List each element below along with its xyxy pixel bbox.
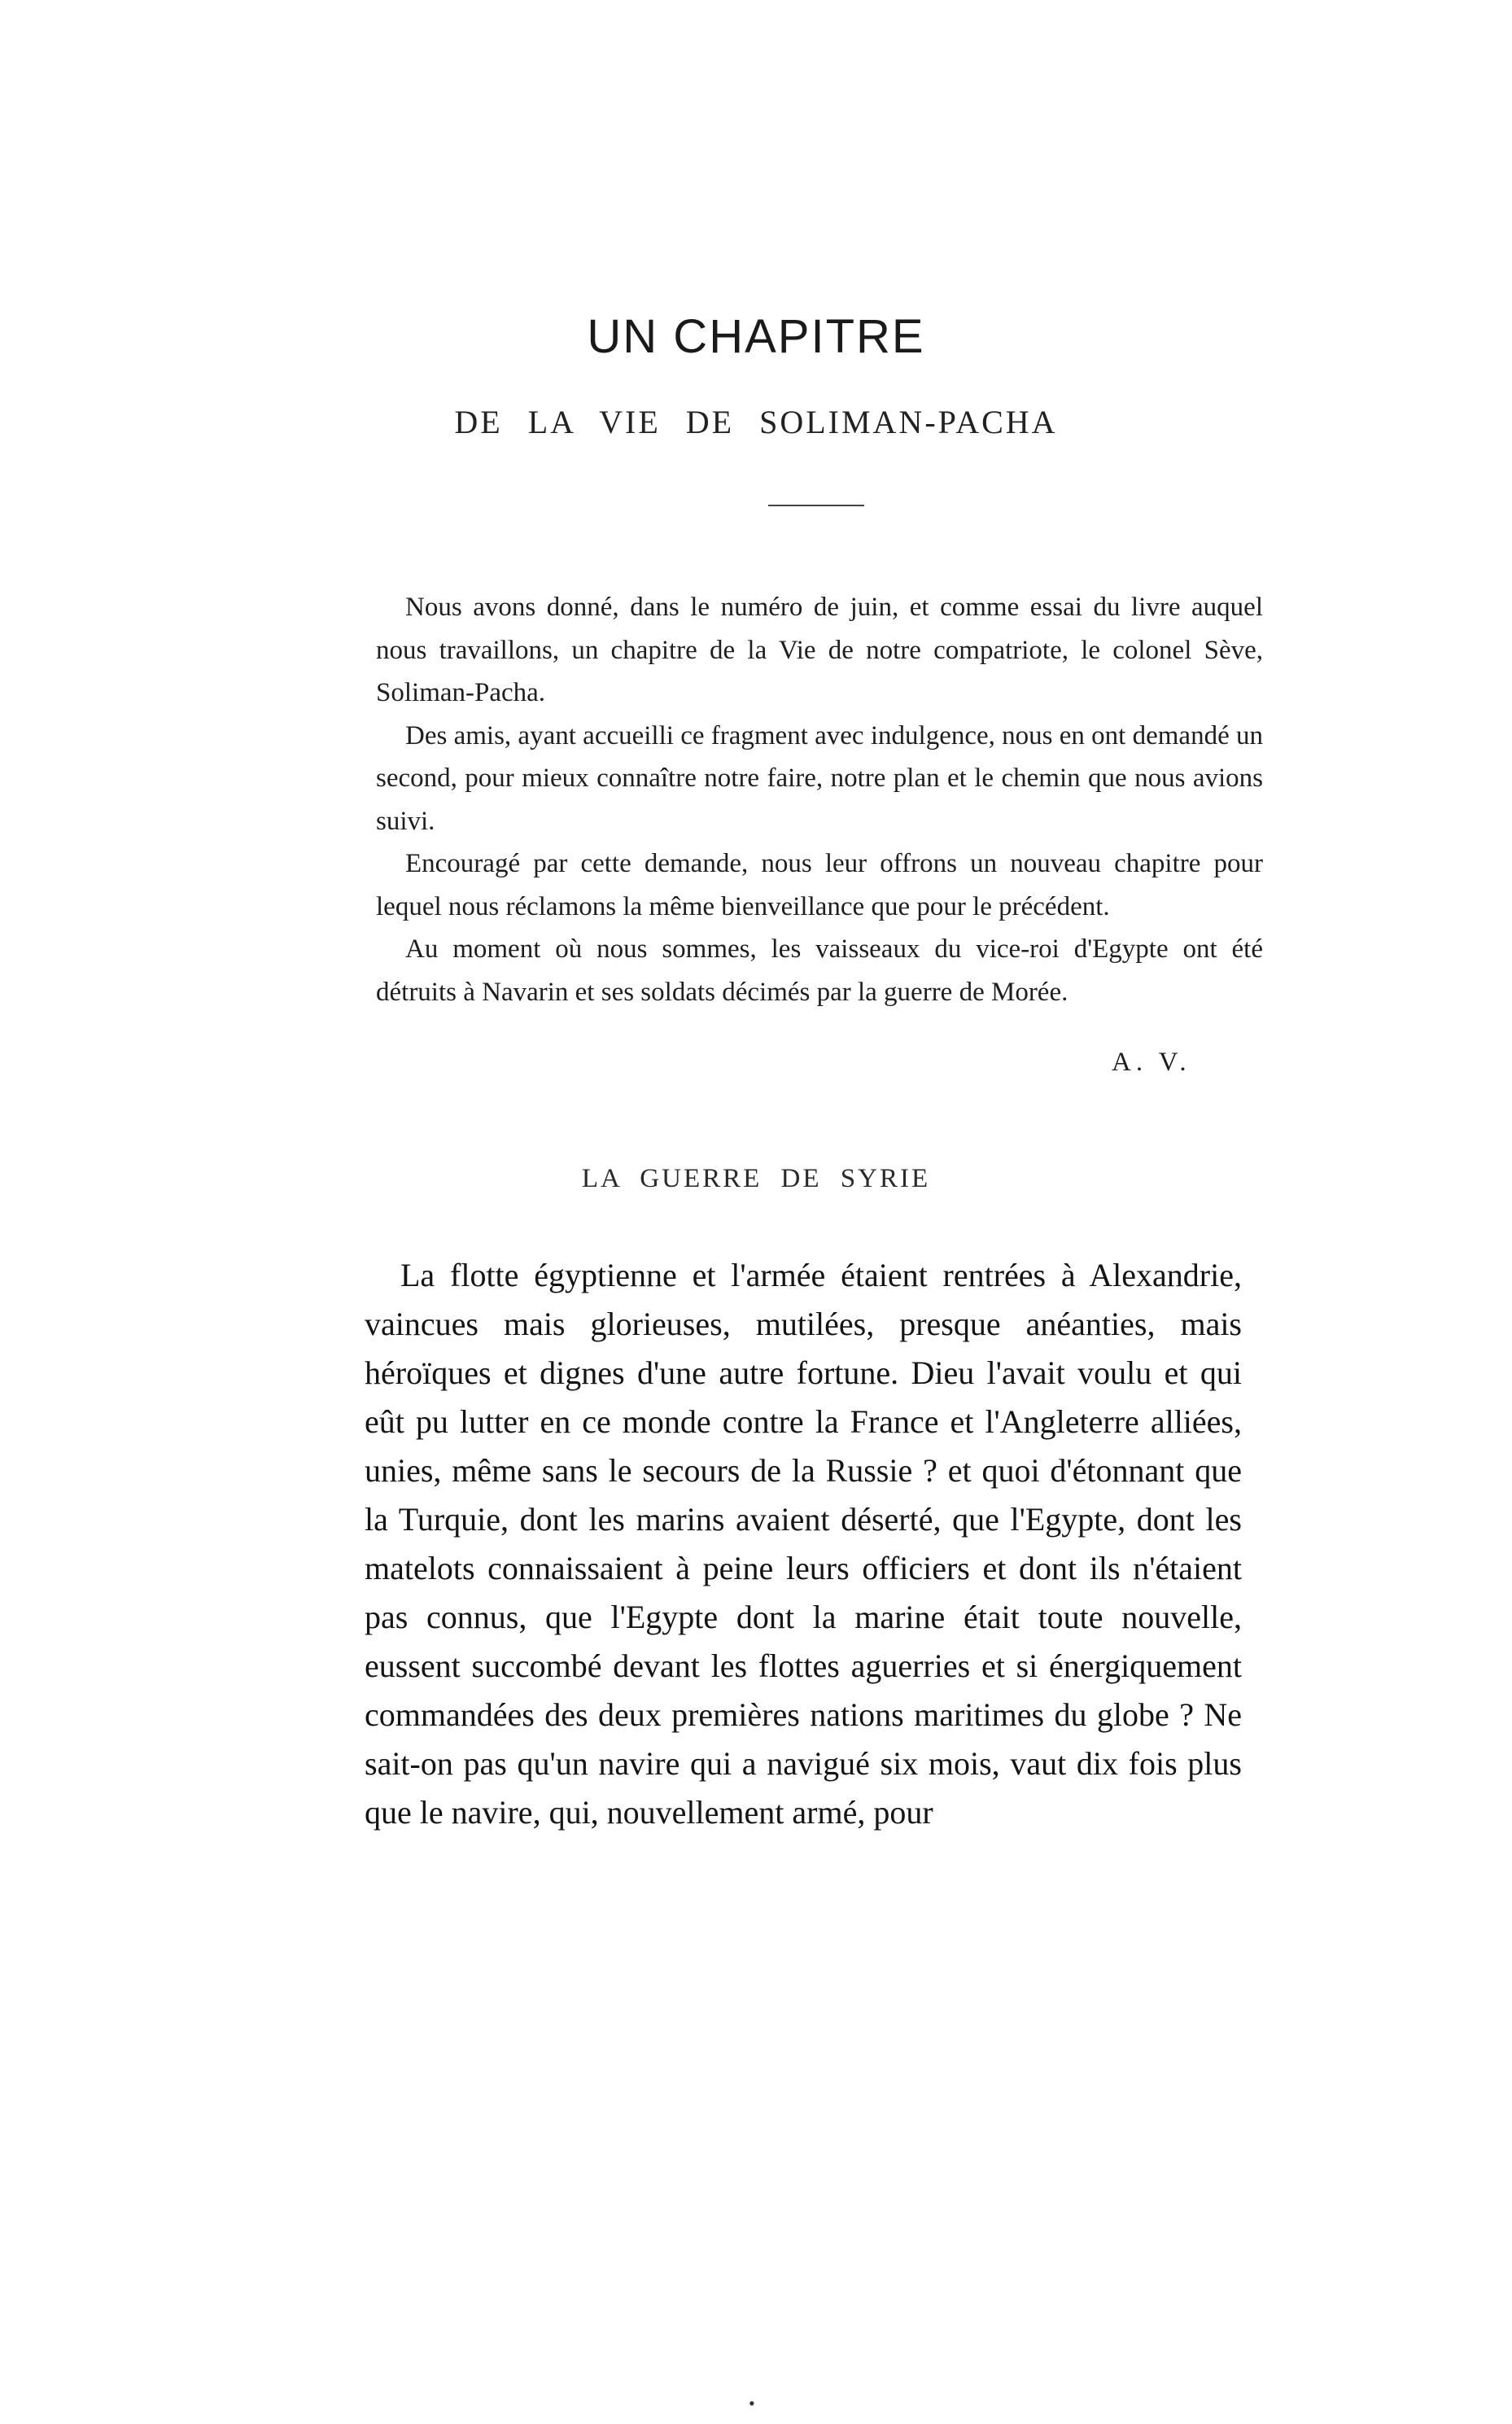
body-paragraph: La flotte égyptienne et l'armée étaient rentrées à Alexandrie, vaincues mais glorieuses, mutilées, presque anéanties, mais héroïques et dignes d'une autre fortune. Dieu l'avait voulu et qui eût pu lutter en ce monde contre la France et l'Angleterre alliées, unies, même sans le secours de la Russie ? et quoi d'étonnant que la Turquie, dont les marins avaient déserté, que l'Egypte, dont les matelots connaissaient à peine leurs officiers et dont ils n'étaient pas connus, que l'Egypte dont la marine était toute nouvelle, eussent succombé devant les flottes aguerries et si énergiquement commandées des deux premières nations maritimes du globe ? Ne sait-on pas qu'un navire qui a navigué six mois, vaut dix fois plus que le navire, qui, nouvellement armé, pour bbox=[365, 1257, 1242, 1831]
chapter-title: UN CHAPITRE bbox=[587, 310, 925, 363]
title-divider bbox=[768, 505, 864, 506]
body-text bbox=[365, 1251, 1242, 1837]
editor-introduction bbox=[376, 586, 1263, 1013]
intro-paragraph: Encouragé par cette demande, nous leur offrons un nouveau chapitre pour lequel nous réclamons la même bienveillance que pour le précédent. bbox=[376, 849, 1263, 921]
intro-paragraph: Au moment où nous sommes, les vaisseaux du vice-roi d'Egypte ont été détruits à Navarin et ses soldats décimés par la guerre de Morée. bbox=[376, 934, 1263, 1007]
chapter-subtitle: DE LA VIE DE SOLIMAN-PACHA bbox=[454, 404, 1058, 440]
intro-paragraph: Des amis, ayant accueilli ce fragment avec indulgence, nous en ont demandé un second, pour mieux connaître notre faire, notre plan et le chemin que nous avions suivi. bbox=[376, 720, 1263, 836]
author-signature: A. V. bbox=[1112, 1048, 1191, 1077]
section-heading: LA GUERRE DE SYRIE bbox=[581, 1164, 931, 1193]
page-mark: • bbox=[749, 2393, 755, 2413]
intro-paragraph: Nous avons donné, dans le numéro de juin, et comme essai du livre auquel nous travaillons, un chapitre de la Vie de notre compatriote, le colonel Sève, Soliman-Pacha. bbox=[376, 593, 1263, 707]
